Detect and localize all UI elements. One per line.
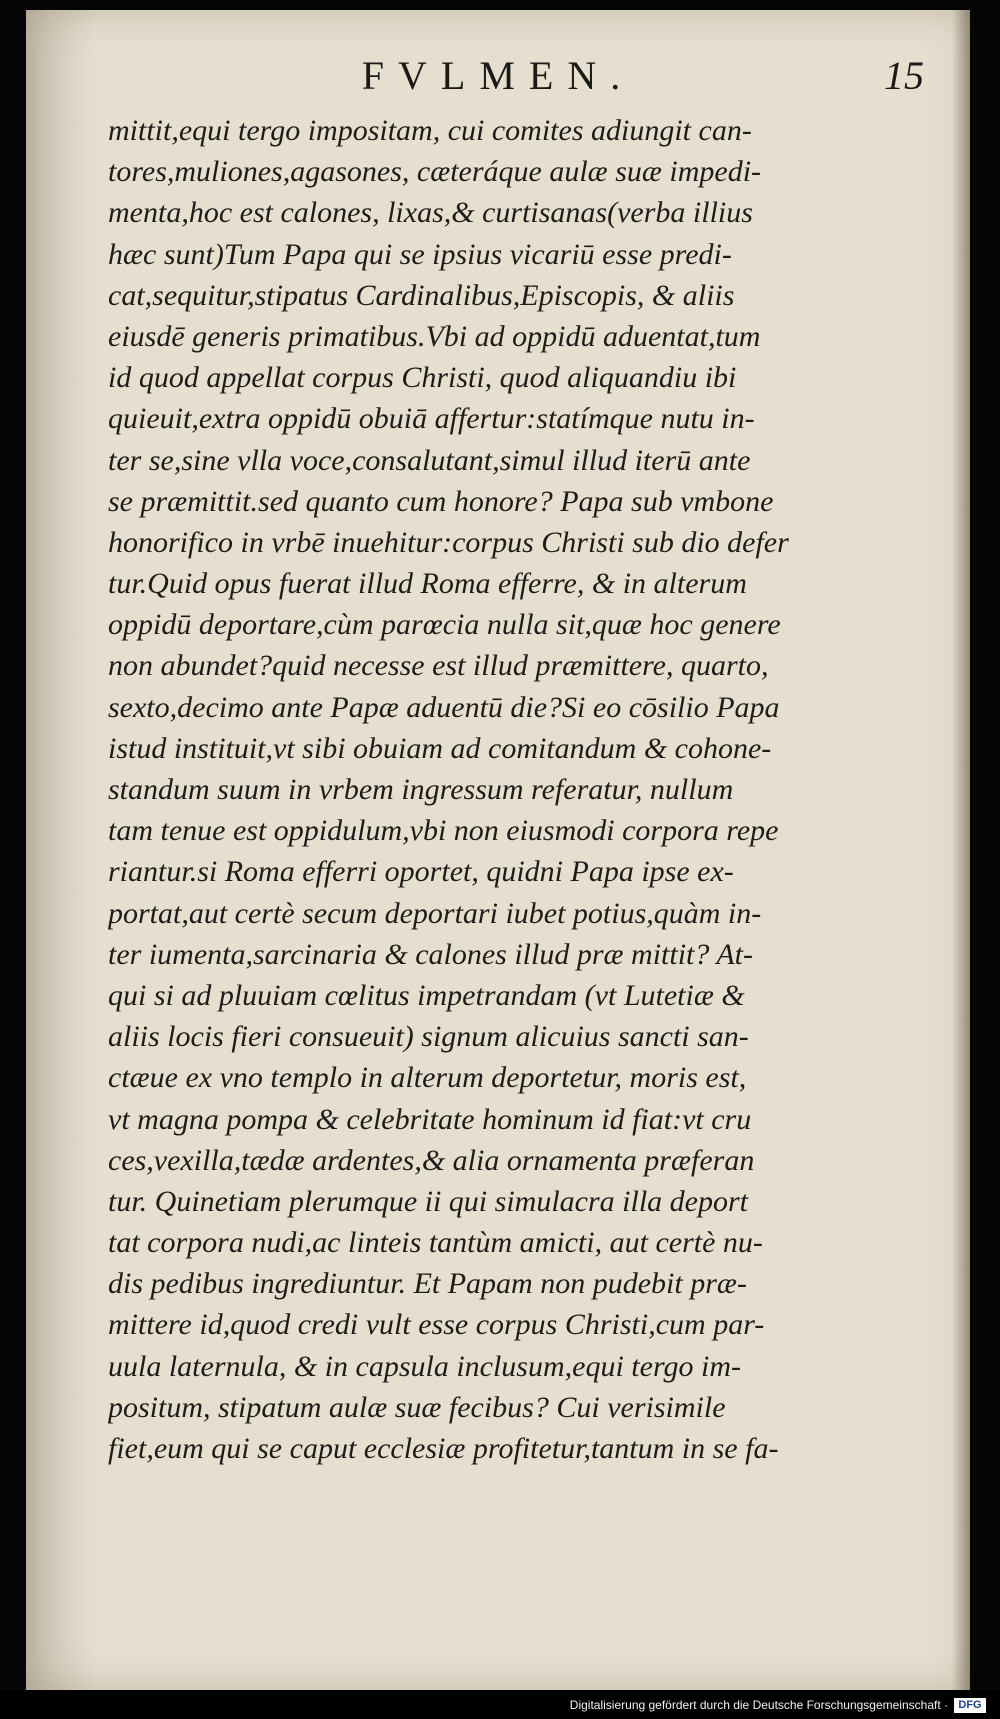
- text-line: standum suum in vrbem ingressum referatur, nullum: [108, 773, 734, 806]
- text-line: tam tenue est oppidulum,vbi non eiusmodi corpora repe: [108, 814, 779, 848]
- text-line: ter se,sine vlla voce,consalutant,simul illud iterū ante: [108, 443, 751, 477]
- gutter-shadow: [26, 10, 96, 1690]
- text-line: honorifico in vrbē inuehitur:corpus Christi sub dio defer: [108, 525, 789, 559]
- text-line: mittit,equi tergo impositam, cui comites adiungit can-: [108, 114, 752, 147]
- text-line: fiet,eum qui se caput ecclesiæ profitetur,tantum in se fa-: [108, 1432, 779, 1465]
- text-line: aliis locis fieri consueuit) signum alicuius sancti san-: [108, 1020, 749, 1054]
- dfg-logo-icon: DFG: [954, 1698, 986, 1713]
- text-line: quieuit,extra oppidū obuiā affertur:statímque nutu in-: [108, 402, 755, 436]
- text-line: hæc sunt)Tum Papa qui se ipsius vicariū esse predi-: [108, 237, 732, 271]
- running-title: FVLMEN.: [361, 53, 635, 98]
- page-edge: [952, 10, 970, 1690]
- page-number: 15: [884, 53, 924, 98]
- body-text: [108, 110, 898, 1469]
- text-line: ter iumenta,sarcinaria & calones illud præ mittit? At-: [108, 937, 753, 971]
- text-line: tur. Quinetiam plerumque ii qui simulacra illa deport: [108, 1184, 748, 1218]
- text-line: riantur.si Roma efferri oportet, quidni Papa ipse ex-: [108, 855, 734, 889]
- text-line: menta,hoc est calones, lixas,& curtisanas(verba illius: [108, 196, 753, 230]
- text-line: istud instituit,vt sibi obuiam ad comitandum & cohone-: [108, 731, 772, 765]
- text-line: positum, stipatum aulæ suæ fecibus? Cui verisimile: [108, 1390, 726, 1424]
- text-line: cat,sequitur,stipatus Cardinalibus,Episcopis, & aliis: [108, 278, 735, 312]
- text-line: ces,vexilla,tædæ ardentes,& alia ornamenta præferan: [108, 1143, 755, 1177]
- text-line: se præmittit.sed quanto cum honore? Papa sub vmbone: [108, 484, 774, 518]
- text-line: ctæue ex vno templo in alterum deportetur, moris est,: [108, 1061, 747, 1095]
- footer-bar: [0, 1690, 1000, 1719]
- text-line: vt magna pompa & celebritate hominum id fiat:vt cru: [108, 1102, 752, 1136]
- text-line: eiusdē generis primatibus.Vbi ad oppidū aduentat,tum: [108, 319, 761, 353]
- text-line: uula laternula, & in capsula inclusum,equi tergo im-: [108, 1349, 742, 1383]
- text-line: qui si ad pluuiam cœlitus impetrandam (vt Lutetiæ &: [108, 978, 745, 1012]
- text-line: sexto,decimo ante Papæ aduentū die?Si eo cōsilio Papa: [108, 690, 780, 724]
- page-header: [66, 52, 930, 108]
- book-page: [26, 10, 970, 1690]
- text-line: id quod appellat corpus Christi, quod aliquandiu ibi: [108, 361, 737, 395]
- text-line: portat,aut certè secum deportari iubet potius,quàm in-: [108, 896, 762, 930]
- text-line: tores,muliones,agasones, cæteráque aulæ suæ impedi-: [108, 155, 762, 189]
- text-line: oppidū deportare,cùm parœcia nulla sit,quæ hoc genere: [108, 608, 781, 642]
- text-line: tur.Quid opus fuerat illud Roma efferre, & in alterum: [108, 567, 747, 601]
- funding-credit: Digitalisierung gefördert durch die Deutsche Forschungsgemeinschaft ·: [569, 1698, 948, 1712]
- text-line: tat corpora nudi,ac linteis tantùm amicti, aut certè nu-: [108, 1226, 763, 1260]
- text-line: mittere id,quod credi vult esse corpus Christi,cum par-: [108, 1308, 765, 1342]
- text-line: dis pedibus ingrediuntur. Et Papam non pudebit præ-: [108, 1267, 747, 1301]
- text-line: non abundet?quid necesse est illud præmittere, quarto,: [108, 649, 769, 683]
